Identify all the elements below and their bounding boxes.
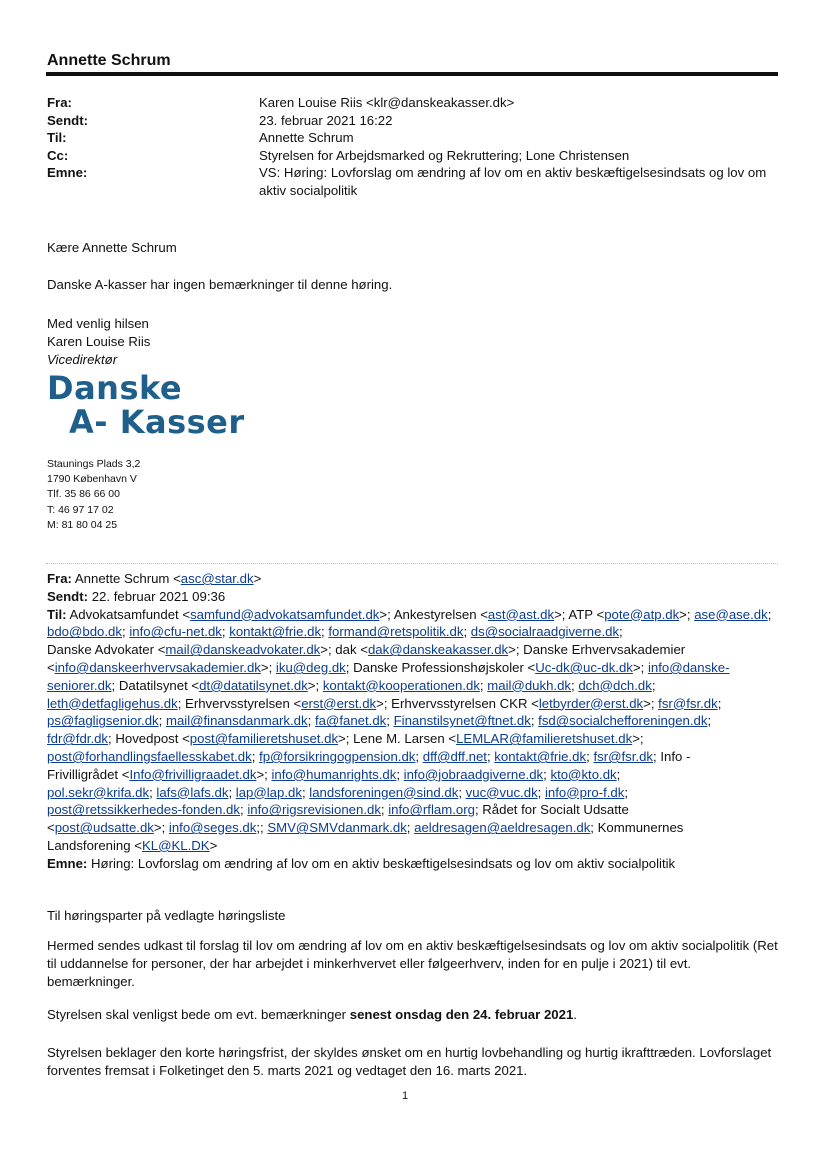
header-value: 23. februar 2021 16:22	[259, 112, 393, 128]
recipient-email-link[interactable]: post@familieretshuset.dk	[189, 731, 339, 747]
deadline-text: Styrelsen skal venligst bede om evt. bemærkninger	[47, 1007, 350, 1022]
recipient-text: ;	[530, 713, 539, 729]
recipient-email-link[interactable]: formand@retspolitik.dk	[328, 624, 464, 640]
forwarded-header	[47, 570, 781, 873]
recipient-text: >;	[632, 731, 644, 747]
recipient-email-link[interactable]: info@seges.dk	[168, 820, 257, 836]
recipient-email-link[interactable]: dch@dch.dk	[578, 677, 652, 693]
recipient-text: ;	[149, 784, 157, 800]
header-value: Annette Schrum	[259, 130, 354, 145]
recipient-text: ;	[228, 784, 236, 800]
recipient-text: ;	[537, 784, 545, 800]
to-label: Til:	[47, 606, 67, 622]
signature-name: Karen Louise Riis	[47, 334, 151, 349]
sent-label: Sendt:	[47, 588, 89, 604]
recipient-email-link[interactable]: KL@KL.DK	[141, 837, 210, 853]
forwarded-subject	[47, 855, 781, 873]
recipient-email-link[interactable]: info@jobraadgiverne.dk	[403, 766, 544, 782]
recipient-text: >; ATP <	[554, 606, 605, 622]
logo-line-1: Danske	[47, 369, 183, 407]
recipient-email-link[interactable]: Info@frivilligraadet.dk	[129, 766, 257, 782]
recipient-text: ;	[543, 766, 551, 782]
body-paragraph-4: Styrelsen beklager den korte høringsfrist, der skyldes ønsket om en hurtig lovbehandling og hurtig ikrafttræden. Lovforslaget forventes fremsat i Folketinget den 5. marts 2021 og vedtaget den 16. marts 2021.	[47, 1045, 772, 1078]
recipient-text: ;	[251, 748, 260, 764]
header-label: Sendt:	[47, 112, 89, 128]
recipient-text: ;	[122, 624, 130, 640]
recipient-text: <	[47, 659, 55, 675]
forward-separator	[46, 563, 778, 564]
recipient-text: ;	[221, 624, 230, 640]
recipient-email-link[interactable]: info@humanrights.dk	[271, 766, 397, 782]
subject-label: Emne:	[47, 855, 88, 871]
recipient-email-link[interactable]: seniorer.dk	[47, 677, 112, 693]
header-value: VS: Høring: Lovforslag om ændring af lov om en aktiv beskæftigelsesindsats og lov om aktiv socialpolitik	[259, 165, 767, 198]
recipient-text: >;	[256, 766, 272, 782]
recipient-email-link[interactable]: info@danske-	[647, 659, 730, 675]
recipient-email-link[interactable]: pol.sekr@krifa.dk	[47, 784, 150, 800]
recipient-email-link[interactable]: lafs@lafs.dk	[156, 784, 229, 800]
recipient-text: ; Erhvervsstyrelsen <	[177, 695, 302, 711]
recipient-text: ;	[717, 695, 722, 711]
body-paragraph-3	[47, 1006, 781, 1024]
deadline-date: senest onsdag den 24. februar 2021	[349, 1007, 574, 1022]
recipient-email-link[interactable]: ds@socialraadgiverne.dk	[470, 624, 620, 640]
recipient-text: ;	[158, 713, 166, 729]
page-number: 1	[402, 1090, 409, 1102]
recipient-email-link[interactable]: dak@danskeakasser.dk	[367, 642, 509, 658]
recipient-text: ; Danske Professionshøjskoler <	[345, 659, 536, 675]
recipient-text: ;	[586, 748, 594, 764]
recipient-text: ;	[571, 677, 579, 693]
header-label: Fra:	[47, 95, 72, 110]
address-line: 1790 København V	[47, 473, 137, 486]
recipient-email-link[interactable]: mail@danskeadvokater.dk	[165, 642, 321, 658]
recipient-text: ;	[396, 766, 404, 782]
recipient-email-link[interactable]: fdr@fdr.dk	[47, 731, 109, 747]
header-value: Styrelsen for Arbejdsmarked og Rekruttering; Lone Christensen	[259, 147, 630, 163]
recipient-text: >;	[307, 677, 323, 693]
recipient-email-link[interactable]: post@retssikkerhedes-fonden.dk	[47, 802, 240, 818]
address-line: Staunings Plads 3,2	[47, 458, 141, 470]
recipient-text: >; Lene M. Larsen <	[338, 731, 457, 747]
recipient-email-link[interactable]: kontakt@frie.dk	[229, 624, 322, 640]
recipient-text: ;;	[256, 820, 268, 836]
header-label: Emne:	[47, 165, 88, 180]
recipient-text: ;	[624, 784, 629, 800]
recipient-email-link[interactable]: kontakt@kooperationen.dk	[322, 677, 480, 693]
subject-text: Høring: Lovforslag om ændring af lov om en aktiv beskæftigelsesindsats og lov om aktiv socialpolitik	[90, 855, 676, 871]
recipient-text: ;	[301, 784, 310, 800]
recipient-text: ;	[415, 748, 423, 764]
address-line: M: 81 80 04 25	[47, 518, 118, 531]
recipient-text: >;	[679, 606, 695, 622]
recipient-email-link[interactable]: pote@atp.dk	[604, 606, 680, 622]
recipient-text: ;	[307, 713, 315, 729]
recipient-text: ; Kommunernes	[590, 820, 684, 836]
recipient-email-link[interactable]: SMV@SMVdanmark.dk	[267, 820, 407, 836]
recipient-email-link[interactable]: fsr@fsr.dk	[658, 695, 718, 711]
signature-closing: Med venlig hilsen	[47, 316, 149, 331]
recipient-email-link[interactable]: samfund@advokatsamfundet.dk	[190, 606, 380, 622]
recipient-email-link[interactable]: fsr@fsr.dk	[593, 748, 654, 764]
body-paragraph-2: Hermed sendes udkast til forslag til lov om ændring af lov om en aktiv beskæftigelsesindsats og lov om aktiv socialpolitik (Ret til uddannelse for personer, der har arbejdet i minkerhvervet eller følgeerhverv, inden for en pulje i 2021) til evt. bemærkninger.	[47, 938, 778, 989]
recipient-text: ;	[380, 802, 389, 818]
recipient-text: Landsforening <	[47, 837, 142, 853]
forwarded-to	[47, 606, 781, 855]
recipient-text: ;	[707, 713, 712, 729]
recipient-email-link[interactable]: letbyrder@erst.dk	[538, 695, 644, 711]
recipient-text: ; Rådet for Socialt Udsatte	[474, 802, 629, 818]
recipient-email-link[interactable]: info@rigsrevisionen.dk	[247, 802, 381, 818]
recipient-text: ;	[406, 820, 415, 836]
recipient-text: >;	[260, 659, 276, 675]
recipient-text: ; Hovedpost <	[108, 731, 190, 747]
recipient-text: >;	[643, 695, 659, 711]
recipient-text: ; Datatilsynet <	[111, 677, 200, 693]
sent-date: 22. februar 2021 09:36	[91, 588, 226, 604]
recipient-text: ;	[463, 624, 471, 640]
signature-title: Vicedirektør	[47, 352, 118, 367]
forwarded-from: Fra: Annette Schrum <asc@star.dk>	[47, 571, 262, 586]
header-row-to	[47, 129, 787, 147]
recipient-email-link[interactable]: ast@ast.dk	[487, 606, 555, 622]
recipient-list	[47, 607, 771, 853]
recipient-text: >;	[153, 820, 169, 836]
recipient-email-link[interactable]: kontakt@frie.dk	[494, 748, 587, 764]
recipient-text: Danske Advokater <	[47, 642, 166, 658]
recipient-email-link[interactable]: ase@ase.dk	[694, 606, 768, 622]
greeting: Kære Annette Schrum	[47, 240, 177, 255]
recipient-text: ;	[616, 766, 621, 782]
from-label: Fra:	[47, 571, 72, 586]
recipient-text: >; Ankestyrelsen <	[379, 606, 488, 622]
header-value: Karen Louise Riis <klr@danskeakasser.dk>	[259, 95, 515, 110]
forwarded-sent	[47, 588, 781, 606]
recipient-email-link[interactable]: bdo@bdo.dk	[47, 624, 122, 640]
recipient-email-link[interactable]: landsforeningen@sind.dk	[309, 784, 459, 800]
recipient-email-link[interactable]: info@cfu-net.dk	[129, 624, 222, 640]
mailbox-owner: Annette Schrum	[47, 52, 171, 69]
recipient-text: >; Danske Erhvervsakademier	[508, 642, 686, 658]
recipient-text: ;	[386, 713, 394, 729]
logo-line-2: A- Kasser	[69, 403, 245, 441]
header-label: Cc:	[47, 147, 69, 163]
header-row-subject	[47, 164, 787, 199]
recipient-email-link[interactable]: fsd@socialchefforeningen.dk	[538, 713, 708, 729]
recipient-text: >; dak <	[320, 642, 368, 658]
recipient-email-link[interactable]: Uc-dk@uc-dk.dk	[535, 659, 633, 675]
recipient-email-link[interactable]: iku@deg.dk	[275, 659, 346, 675]
recipient-text: ;	[767, 606, 772, 622]
recipient-text: ;	[239, 802, 248, 818]
header-row-cc	[47, 147, 787, 165]
recipient-email-link[interactable]: dff@dff.net	[422, 748, 487, 764]
recipient-text: ;	[619, 624, 623, 640]
deadline-end: .	[573, 1007, 577, 1022]
recipient-text: ;	[479, 677, 488, 693]
recipient-email-link[interactable]: dt@datatilsynet.dk	[199, 677, 308, 693]
recipient-email-link[interactable]: vuc@vuc.dk	[465, 784, 538, 800]
recipient-email-link[interactable]: mail@dukh.dk	[487, 677, 572, 693]
recipient-email-link[interactable]: post@forhandlingsfaellesskabet.dk	[47, 748, 252, 764]
recipient-text: >	[209, 837, 218, 853]
recipient-email-link[interactable]: info@rflam.org	[388, 802, 475, 818]
from-email-link[interactable]: asc@star.dk	[180, 571, 254, 586]
recipient-email-link[interactable]: info@danskeerhvervsakademier.dk	[54, 659, 261, 675]
recipient-email-link[interactable]: Finanstilsynet@ftnet.dk	[393, 713, 531, 729]
from-name: Annette Schrum	[74, 571, 170, 586]
body-paragraph-1: Til høringsparter på vedlagte høringsliste	[47, 908, 286, 923]
signature-address	[47, 457, 140, 533]
recipient-text: ;	[651, 677, 656, 693]
recipient-email-link[interactable]: kto@kto.dk	[550, 766, 617, 782]
recipient-text: Advokatsamfundet <	[69, 606, 191, 622]
recipient-email-link[interactable]: fp@forsikringogpension.dk	[259, 748, 416, 764]
email-header	[47, 94, 787, 199]
recipient-text: >;	[632, 659, 648, 675]
recipient-email-link[interactable]: ps@fagligsenior.dk	[47, 713, 159, 729]
danske-akasser-logo	[47, 371, 245, 439]
recipient-email-link[interactable]: lap@lap.dk	[235, 784, 302, 800]
header-label: Til:	[47, 130, 67, 145]
recipient-text: ; Info -	[653, 748, 691, 764]
recipient-email-link[interactable]: aeldresagen@aeldresagen.dk	[414, 820, 591, 836]
recipient-text: >; Erhvervsstyrelsen CKR <	[376, 695, 539, 711]
recipient-email-link[interactable]: info@pro-f.dk	[545, 784, 625, 800]
recipient-email-link[interactable]: LEMLAR@familieretshuset.dk	[456, 731, 633, 747]
recipient-text: <	[47, 820, 55, 836]
recipient-text: ;	[458, 784, 466, 800]
recipient-email-link[interactable]: fa@fanet.dk	[314, 713, 387, 729]
recipient-email-link[interactable]: mail@finansdanmark.dk	[165, 713, 308, 729]
recipient-text: ;	[321, 624, 329, 640]
recipient-email-link[interactable]: post@udsatte.dk	[54, 820, 154, 836]
message-text: Danske A-kasser har ingen bemærkninger til denne høring.	[47, 277, 393, 292]
address-line: Tlf. 35 86 66 00	[47, 488, 120, 501]
header-row-from	[47, 94, 787, 112]
recipient-text: ;	[486, 748, 495, 764]
recipient-email-link[interactable]: erst@erst.dk	[301, 695, 377, 711]
recipient-email-link[interactable]: leth@detfagligehus.dk	[47, 695, 178, 711]
header-rule	[46, 72, 778, 76]
address-line: T: 46 97 17 02	[47, 503, 114, 516]
recipient-text: Frivilligrådet <	[47, 766, 130, 782]
header-row-sent	[47, 112, 787, 130]
